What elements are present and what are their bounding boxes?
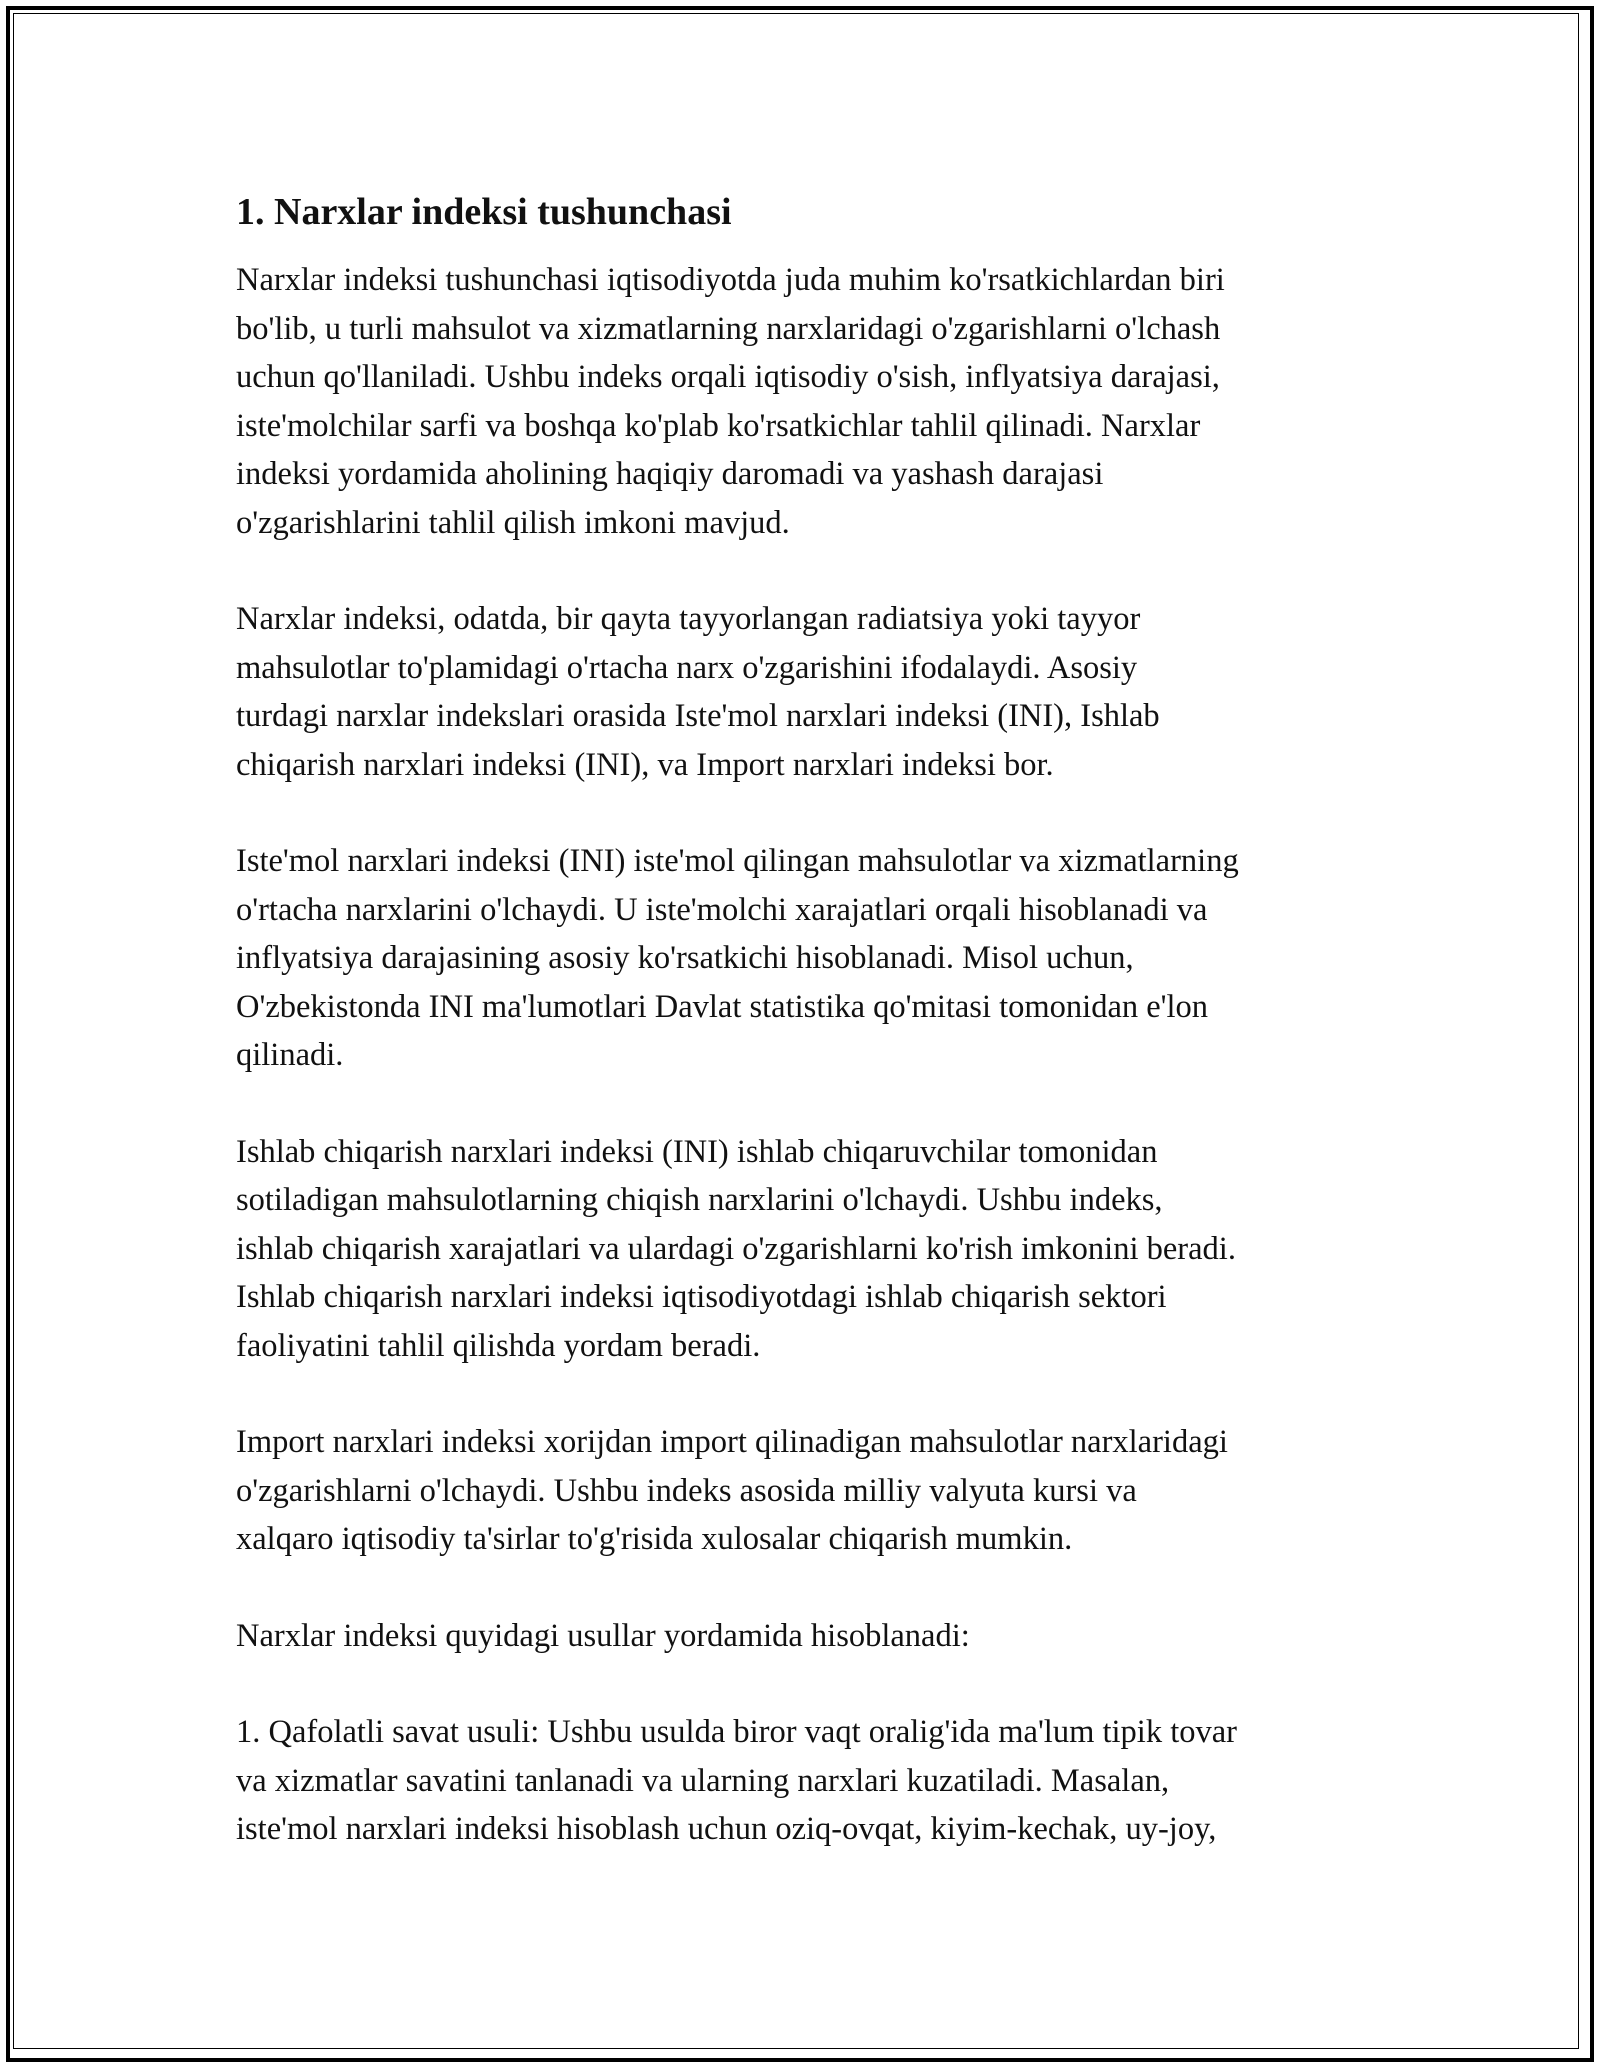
text-line: uchun qo'llaniladi. Ushbu indeks orqali iqtisodiy o'sish, inflyatsiya darajasi, [236, 359, 1220, 395]
text-line: Ishlab chiqarish narxlari indeksi iqtisodiyotdagi ishlab chiqarish sektori [236, 1279, 1167, 1315]
text-line: o'rtacha narxlarini o'lchaydi. U iste'molchi xarajatlari orqali hisoblanadi va [236, 891, 1208, 928]
text-line: O'zbekistonda INI ma'lumotlari Davlat statistika qo'mitasi tomonidan e'lon [236, 988, 1209, 1025]
paragraph-6 [236, 1612, 1376, 1661]
text-line: 1. Qafolatli savat usuli: Ushbu usulda biror vaqt oralig'ida ma'lum tipik tovar [236, 1714, 1237, 1750]
text-line: xalqaro iqtisodiy ta'sirlar to'g'risida xulosalar chiqarish mumkin. [236, 1521, 1073, 1557]
paragraph-2 [236, 595, 1376, 789]
text-line: faoliyatini tahlil qilishda yordam beradi. [236, 1327, 761, 1364]
paragraph-7 [236, 1708, 1376, 1854]
text-line: iste'molchilar sarfi va boshqa ko'plab ko'rsatkichlar tahlil qilinadi. Narxlar [236, 407, 1201, 444]
text-line: inflyatsiya darajasining asosiy ko'rsatkichi hisoblanadi. Misol uchun, [236, 940, 1134, 976]
paragraph-1 [236, 256, 1376, 547]
text-line: o'zgarishlarni o'lchaydi. Ushbu indeks asosida milliy valyuta kursi va [236, 1472, 1137, 1509]
text-line: sotiladigan mahsulotlarning chiqish narxlarini o'lchaydi. Ushbu indeks, [236, 1182, 1163, 1218]
section-title: 1. Narxlar indeksi tushunchasi [236, 191, 732, 233]
text-line: Narxlar indeksi, odatda, bir qayta tayyorlangan radiatsiya yoki tayyor [236, 601, 1141, 637]
text-line: Narxlar indeksi quyidagi usullar yordamida hisoblanadi: [236, 1617, 970, 1654]
text-line: bo'lib, u turli mahsulot va xizmatlarning narxlaridagi o'zgarishlarni o'lchash [236, 310, 1221, 347]
paragraph-3 [236, 837, 1376, 1080]
text-line: Iste'mol narxlari indeksi (INI) iste'mol qilingan mahsulotlar va xizmatlarning [236, 843, 1239, 879]
paragraph-5 [236, 1418, 1376, 1564]
text-line: turdagi narxlar indekslari orasida Iste'mol narxlari indeksi (INI), Ishlab [236, 698, 1160, 734]
text-line: Ishlab chiqarish narxlari indeksi (INI) ishlab chiqaruvchilar tomonidan [236, 1133, 1158, 1170]
document-body [236, 186, 1376, 1902]
text-line: indeksi yordamida aholining haqiqiy daromadi va yashash darajasi [236, 456, 1104, 492]
text-line: Import narxlari indeksi xorijdan import qilinadigan mahsulotlar narxlaridagi [236, 1424, 1228, 1460]
text-line: mahsulotlar to'plamidagi o'rtacha narx o'zgarishini ifodalaydi. Asosiy [236, 649, 1138, 686]
text-line: va xizmatlar savatini tanlanadi va ularning narxlari kuzatiladi. Masalan, [236, 1762, 1170, 1799]
paragraph-4 [236, 1128, 1376, 1371]
text-line: qilinadi. [236, 1037, 344, 1073]
text-line: iste'mol narxlari indeksi hisoblash uchun oziq-ovqat, kiyim-kechak, uy-joy, [236, 1811, 1217, 1847]
text-line: Narxlar indeksi tushunchasi iqtisodiyotda juda muhim ko'rsatkichlardan biri [236, 262, 1225, 298]
text-line: chiqarish narxlari indeksi (INI), va Import narxlari indeksi bor. [236, 746, 1054, 783]
text-line: ishlab chiqarish xarajatlari va ulardagi o'zgarishlarni ko'rish imkonini beradi. [236, 1230, 1236, 1267]
text-line: o'zgarishlarini tahlil qilish imkoni mavjud. [236, 504, 790, 541]
